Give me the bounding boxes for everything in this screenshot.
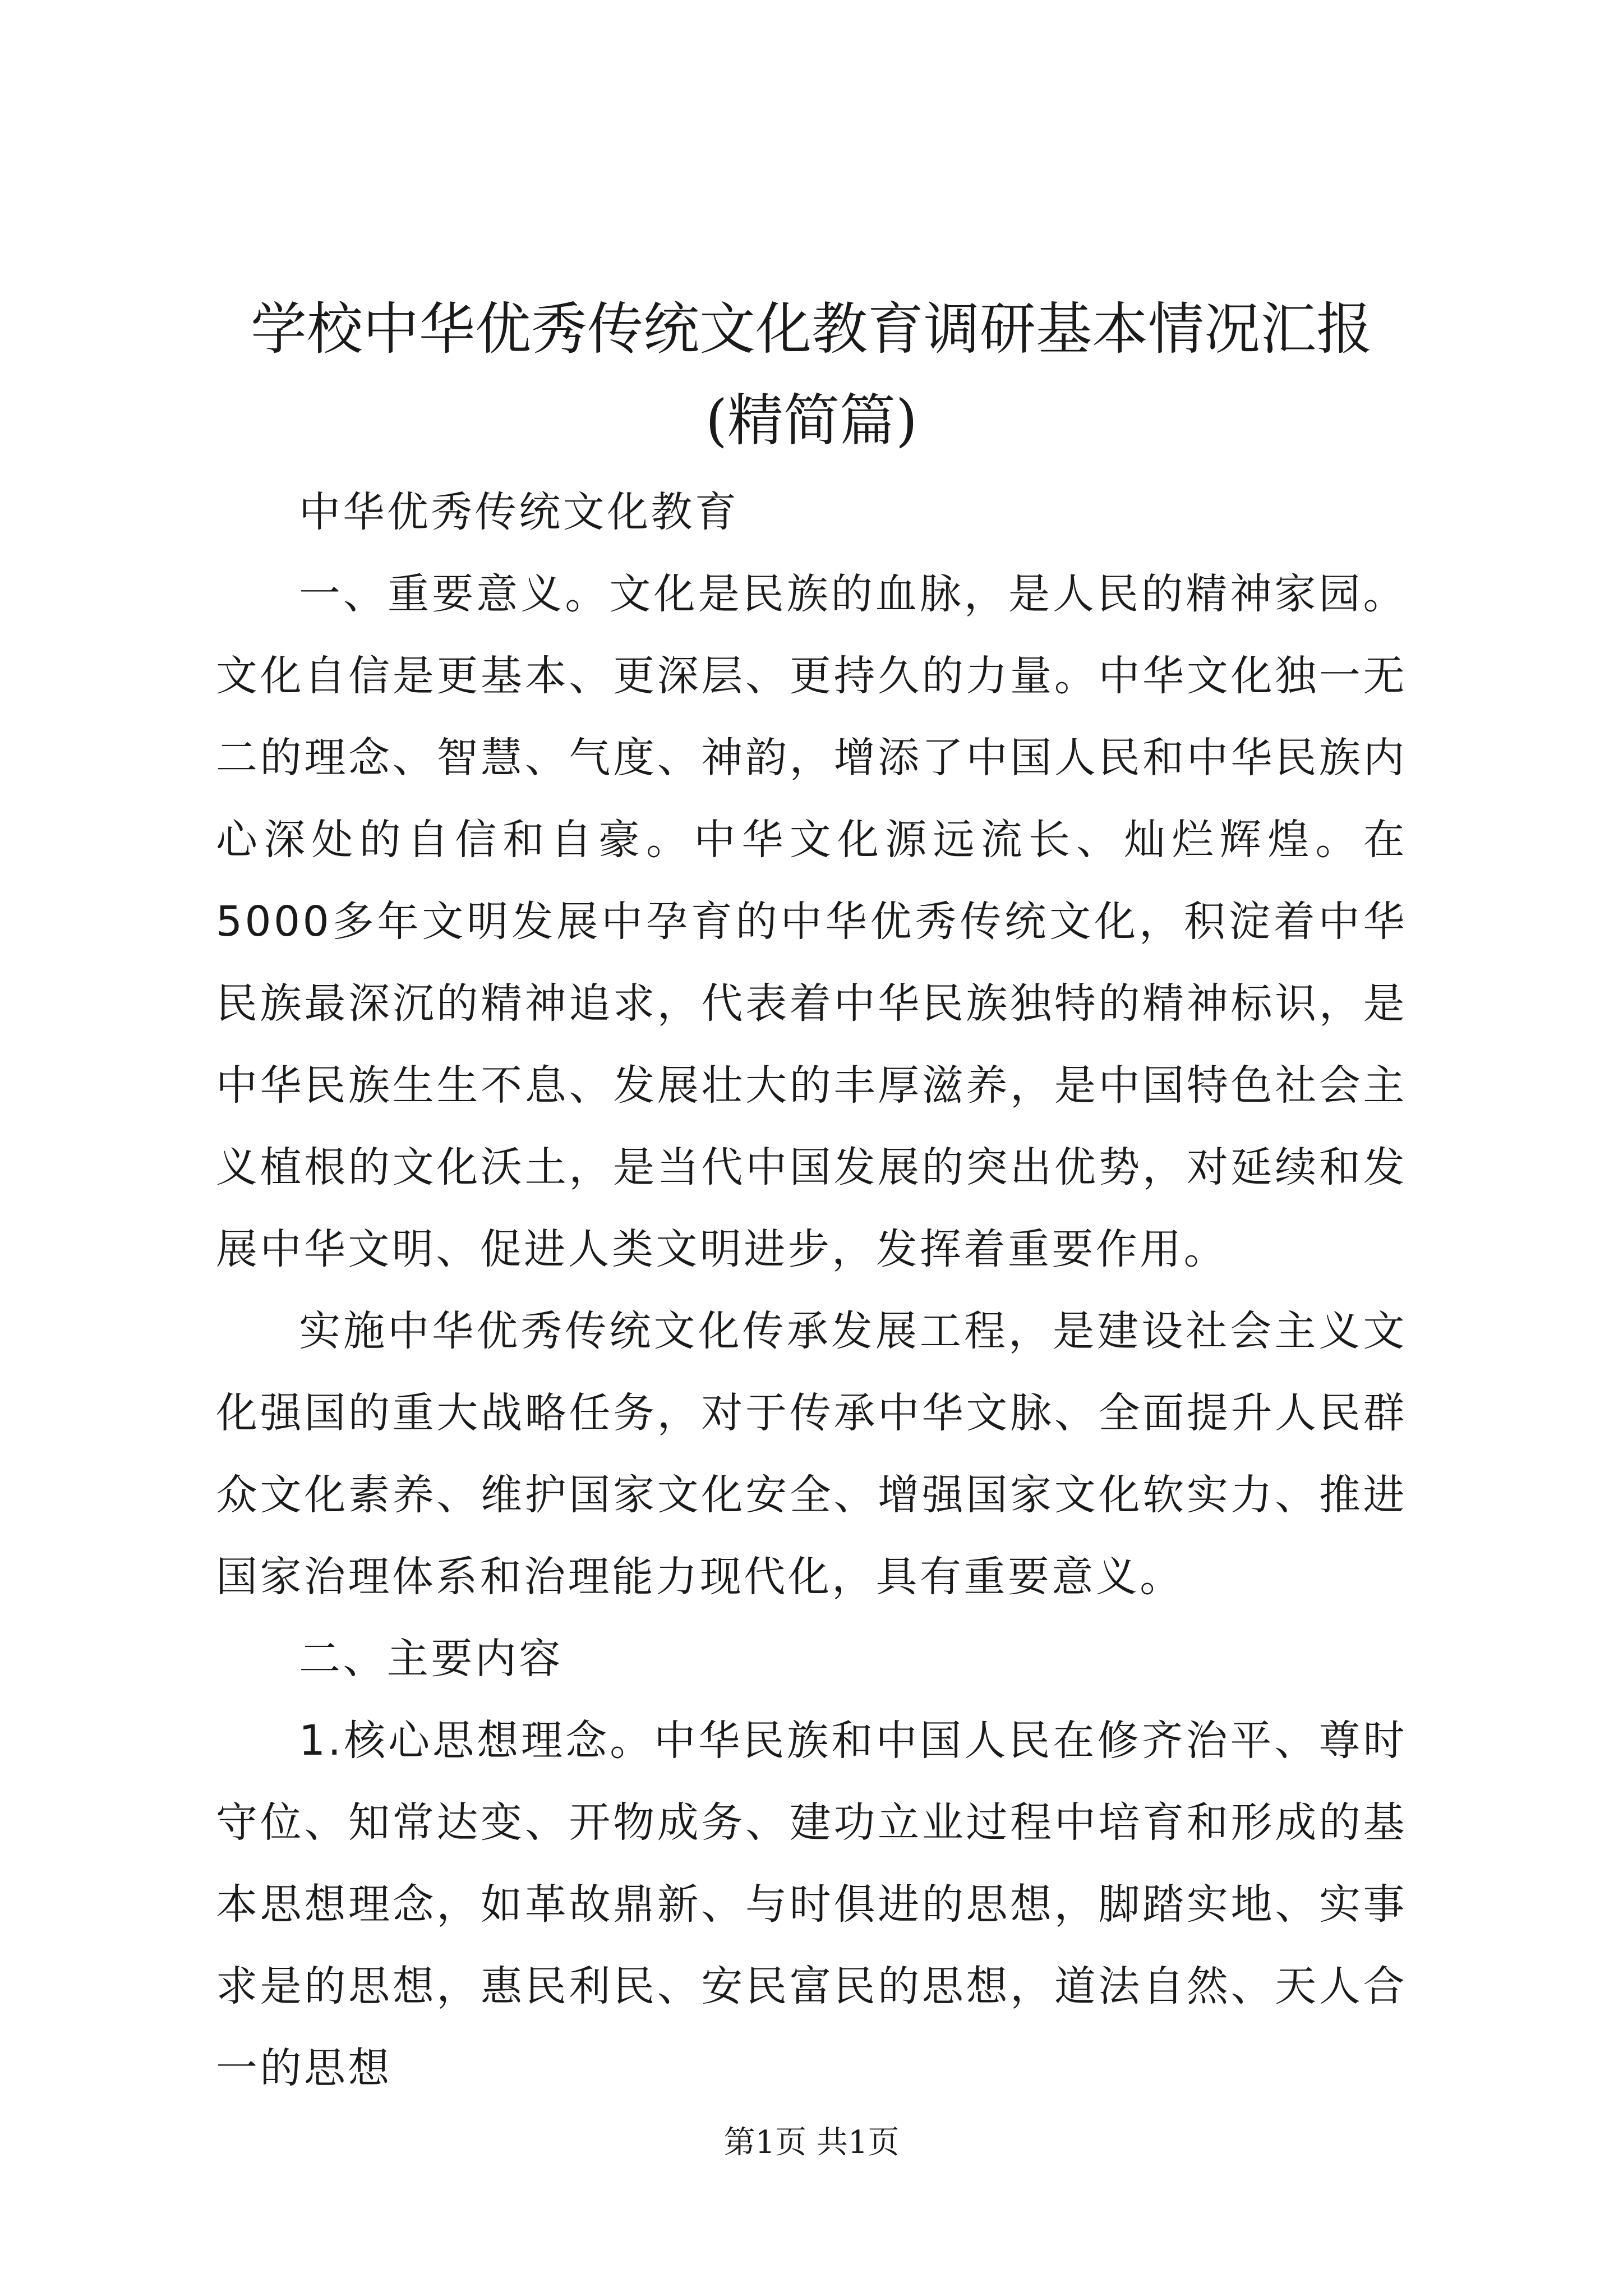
paragraph-core-ideas: 1.核心思想理念。中华民族和中国人民在修齐治平、尊时守位、知常达变、开物成务、建功立业过程中培育和形成的基本思想理念，如革故鼎新、与时俱进的思想，脚踏实地、实事求是的思想，惠民利民、安民富民的思想，道法自然、天人合一的思想 — [216, 1717, 1407, 2092]
page-footer: 第1页 共1页 — [723, 2124, 900, 2161]
title-line-1: 学校中华优秀传统文化教育调研基本情况汇报 — [251, 296, 1372, 362]
document-title — [185, 283, 1438, 466]
document-body — [216, 471, 1407, 2109]
paragraph-significance: 一、重要意义。文化是民族的血脉，是人民的精神家园。文化自信是更基本、更深层、更持久的力量。中华文化独一无二的理念、智慧、气度、神韵，增添了中国人民和中华民族内心深处的自信和自豪。中华文化源远流长、灿烂辉煌。在5000多年文明发展中孕育的中华优秀传统文化，积淀着中华民族最深沉的精神追求，代表着中华民族独特的精神标识，是中华民族生生不息、发展壮大的丰厚滋养，是中国特色社会主义植根的文化沃土，是当代中国发展的突出优势，对延续和发展中华文明、促进人类文明进步，发挥着重要作用。 — [216, 570, 1407, 1273]
section-heading-content: 二、主要内容 — [299, 1635, 563, 1683]
paragraph-project: 实施中华优秀传统文化传承发展工程，是建设社会主义文化强国的重大战略任务，对于传承中华文脉、全面提升人民群众文化素养、维护国家文化安全、增强国家文化软实力、推进国家治理体系和治理能力现代化，具有重要意义。 — [216, 1307, 1407, 1601]
section-heading-intro: 中华优秀传统文化教育 — [299, 488, 739, 536]
title-line-2: (精简篇) — [705, 388, 918, 453]
